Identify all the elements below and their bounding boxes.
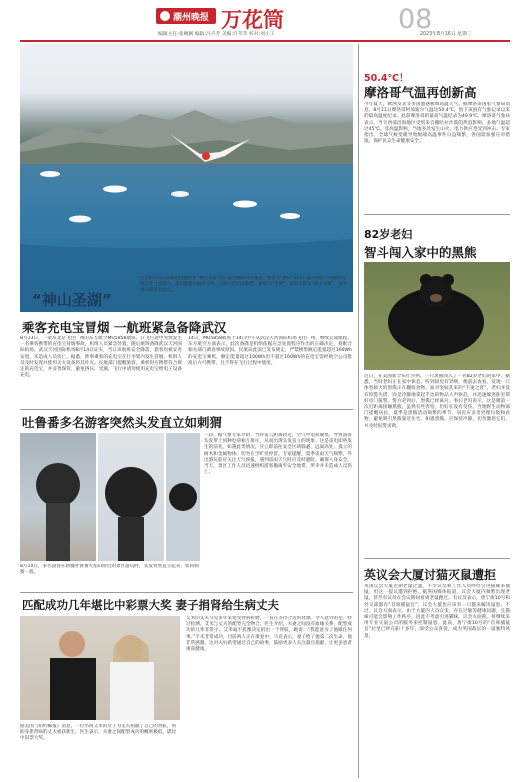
divider bbox=[20, 592, 353, 593]
divider bbox=[20, 409, 353, 410]
lead-photo-title: “神山圣湖” bbox=[32, 291, 112, 309]
bear-text: 近日，在美国新罕布什尔州，一只黑熊闯入了一名82岁老妇的家中。据悉，当时老妇正在家中休息，听到厨房有异响，便前去查看，发现一只体型硕大的黑熊正在翻找食物。面对突如其来的“不速之客”，老妇并没有惊慌失措，而是冷静地拿起手边的物品大声驱赶，并迅速躲进卧室锁好房门报警。警方赶到后，黑熊已经离开。事后老妇表示，这是她第一次近距离接触黑熊，虽然有些害怕，但好在没有受伤。当地野生动物部门提醒居民，夏季是黑熊活动频繁的季节，居民应妥善处理垃圾和食物，避免吸引黑熊靠近住宅。如遇黑熊，应保持冷静，切勿激怒它们，并及时报警求助。 bbox=[364, 374, 510, 429]
page-number: 08 bbox=[398, 4, 433, 35]
issue-date: 2023年8月16日 星期三 bbox=[420, 32, 472, 37]
headline-heat: 摩洛哥气温再创新高 bbox=[364, 85, 477, 100]
divider bbox=[364, 558, 510, 559]
turpan-photo-3 bbox=[166, 433, 200, 561]
hair-standing-figure bbox=[20, 433, 96, 561]
flight-text-left: 8月13日，一架从北京飞往广州的东方航空MU5858航班，在飞行途中突然发生一名乘客携带的充电宝冒烟事故，机组人员紧急处置，随后航班备降武汉天河国际机场。武汉天河国际机场8月14日证实，当日该航班安全降落，旅客均被妥善安置，未造成人员伤亡。据悉，涉事乘客的充电宝在行李架内发生冒烟，机组人员及时发现并使用灭火设备将其扑灭。民航部门提醒旅客，乘机时应携带符合规定的充电宝，并妥善保管，避免挤压、受潮，飞行中请勿使用充电宝给电子设备充电。 bbox=[20, 336, 182, 379]
hair-standing-figure-2 bbox=[98, 433, 164, 561]
couple-illustration bbox=[20, 616, 180, 720]
turpan-photo-1 bbox=[20, 433, 96, 561]
turpan-text: 一段。据气象专家介绍，当时雷云距离较近，空气中电荷聚集，导致游客头发带上同种电荷相互排斥，从而出现头发直立的现象。这是雷电即将发生的前兆，如遇此类情况，应立即前往安全区域躲避，远离高处、孤立的树木和金属物体，切勿在空旷处停留。专家提醒，夏季雷雨天气频繁，外出游玩前应关注天气预报，遇到雷雨天气时应及时避险，确保人身安全。当天，景区工作人员迅速组织游客撤离至安全地带，所幸并未造成人员伤亡。 bbox=[204, 433, 352, 476]
masthead-rule bbox=[20, 40, 510, 42]
headline-turpan: 吐鲁番多名游客突然头发直立如刺猬 bbox=[22, 415, 223, 430]
logo-icon bbox=[160, 11, 170, 21]
lead-photo-caption: 这是8月15日拍摄的西藏阿里“神山圣湖”冈仁波齐峰和玛旁雍措。被誉为“神山”的冈仁波齐峰位于西藏阿里地区普兰县境内，是冈底斯山脉的主峰。山脚下的玛旁雍措，被称为“圣湖”。两者合称为“神山圣湖”，为中国西部著名景点。 bbox=[140, 276, 347, 293]
bear-headline-top: 82岁老妇 bbox=[364, 228, 413, 241]
kidney-text: 艾米的丈夫马克多年来饱受肾病折磨，一直在等待合适的肾源。令人意外的是，经过检测，艾米与丈夫的配型完全吻合。医生介绍，夫妻之间没有血缘关系，配型成功的几率非常小。艾米毫不犹豫决定捐出一个肾脏，她说：“我愿意为了他做任何事。”手术非常成功，目前两人正在康复中。马克表示，妻子给了他第二次生命，他非常感激。这对夫妇希望通过自己的故事，鼓励更多人关注器官捐献，让更多患者重获健康。 bbox=[186, 616, 352, 653]
mountain-lake-illustration bbox=[20, 44, 353, 312]
hair-standing-figure-3 bbox=[166, 433, 200, 561]
editors-line: 编辑主任:张婉娴 编辑:冯卉芳 美编:许萃萃 校对:刘小子 bbox=[158, 32, 275, 37]
divider bbox=[364, 214, 510, 215]
headline-cat: 英议会大厦讨猫灭鼠遭拒 bbox=[364, 568, 497, 582]
headline-kidney: 匹配成功几年堪比中彩票大奖 妻子捐肾给生病丈夫 bbox=[22, 598, 280, 612]
bear-photo bbox=[364, 262, 510, 370]
headline-flight: 乘客充电宝冒烟 一航班紧急备降武汉 bbox=[22, 320, 227, 335]
logo-text: 潮州晚报 bbox=[173, 13, 210, 23]
kidney-caption: 据美国《纽约邮报》消息，一位名叫艾米的女子为丈夫捐献了自己的肾脏，帮助身患肾病的丈夫重获新生。医生表示，夫妻之间配型成功的概率极低，堪比中彩票大奖。 bbox=[20, 724, 177, 741]
black-bear-illustration bbox=[364, 262, 510, 370]
cat-text: 英国议会大厦近期老鼠泛滥，不少议员和工作人员呼吁引进猫咪来捕鼠，但这一提议遭到拒绝。据英国媒体报道，议会大厦内频繁出现老鼠，甚至有议员在会议期间看到老鼠跑过。有议员表示，唐宁街10号和外交部都有“首席捕鼠官”，议会大厦也应该有一只猫来解决鼠患。不过，议会方面表示，由于大厦内人员众多，存在过敏等健康问题，且猫咪可能会影响工作秩序，因此不考虑引进猫咪。议会方面称，将继续采用专业灭鼠公司的服务来控制鼠患。此前，唐宁街10号的“首席捕鼠官”拉里已经在职十多年，深受公众喜爱，成为英国政坛的一道独特风景。 bbox=[364, 584, 510, 639]
column-divider bbox=[358, 44, 359, 778]
heat-text: 今年夏天，欧洲及北非多国遭遇极端高温天气。据摩洛哥国家气象局消息，8月11日摩洛哥阿加迪尔气温达50.4℃，创下该国有气象记录以来的最高温度纪录。此前摩洛哥的最高气温纪录为49.9℃。摩洛哥气象局表示，当天西部沿海地区受到来自撒哈拉沙漠的热浪影响，多地气温超过45℃。受高温影响，当地多处发生山火，电力供应也受到冲击。专家指出，全球气候变暖导致极端高温事件日益频繁，各国需加强应对措施，保护民众生命健康安全。 bbox=[364, 102, 510, 145]
headline-bear: 智斗闯入家中的黑熊 bbox=[364, 245, 477, 260]
heat-label: 50.4℃！ bbox=[364, 73, 409, 84]
section-title: 万花筒 bbox=[221, 7, 284, 32]
lead-photo-mountain-lake bbox=[20, 44, 353, 312]
flight-text-right: 14日，MU5858航班于14日中午从武汉天河国际机场飞往广州，继续完成航程。东方航空方面表示，此次备降是机组依据应急处置程序作出的正确决定，将配合相关部门调查事故原因。民航局此前已发布规定，严禁携带额定能量超过160Wh的充电宝乘机，额定能量超过100Wh但不超过160Wh的充电宝需经航空公司批准后方可携带，且不得在飞行过程中使用。 bbox=[188, 336, 352, 366]
turpan-photo-2 bbox=[98, 433, 164, 561]
couple-photo bbox=[20, 616, 180, 720]
turpan-caption: 8月10日，多名游客在新疆吐鲁番火焰山附近的景区游玩时，头发突然直立起来，如同刺猬一般。 bbox=[20, 564, 199, 575]
